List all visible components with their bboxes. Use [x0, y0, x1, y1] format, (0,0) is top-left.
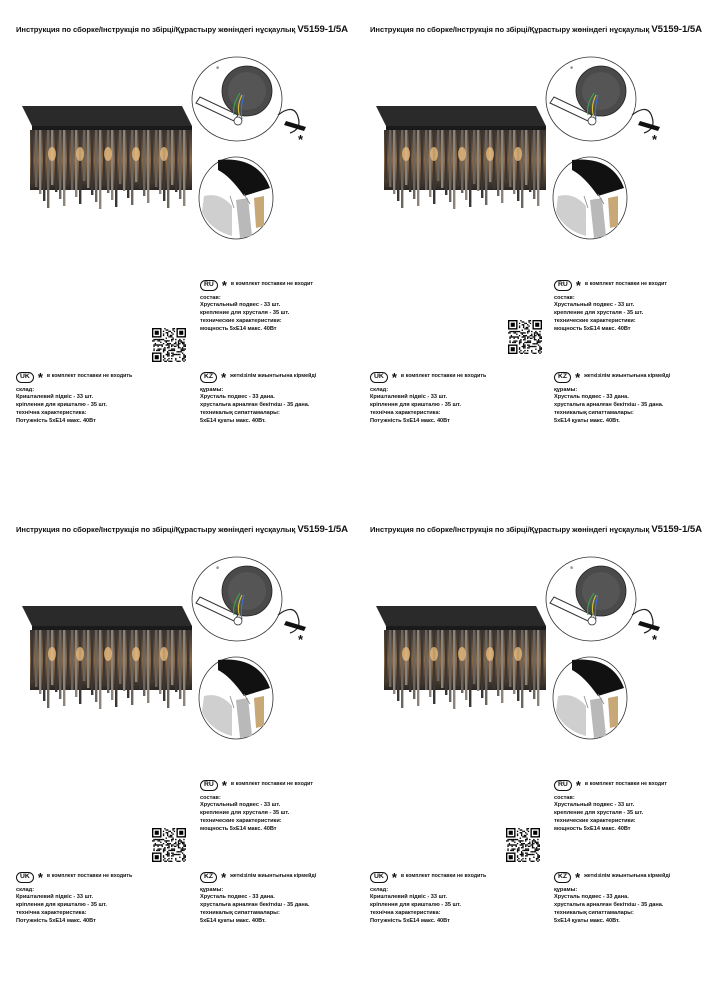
spec-line: состав: — [200, 794, 221, 801]
asterisk-icon: * — [221, 869, 227, 885]
mounting-detail-illustration — [190, 55, 316, 145]
not-included-note: в комплект поставки не входить — [400, 873, 487, 880]
spec-line: Хрусталь подвес - 33 дана. — [200, 894, 275, 901]
spec-line: құрамы: — [200, 386, 224, 393]
lang-badge-ru: RU — [200, 280, 218, 291]
crystal-fixing-illustration — [198, 656, 274, 740]
asterisk-icon: * — [575, 869, 581, 885]
svg-text:⊕: ⊕ — [216, 565, 220, 570]
lamp-illustration — [376, 604, 554, 714]
spec-line: мощность 5xE14 макс. 40Вт — [200, 825, 277, 832]
spec-line: крепление для хрусталя - 35 шт. — [200, 310, 290, 317]
spec-line: технічна характеристика: — [370, 409, 441, 416]
spec-line: технічна характеристика: — [370, 909, 441, 916]
asterisk-icon: * — [575, 277, 581, 293]
lang-badge-uk: UK — [16, 372, 34, 383]
spec-line: склад: — [370, 886, 389, 893]
svg-text:*: * — [298, 132, 304, 145]
asterisk-icon: * — [391, 369, 397, 385]
title-text: Инструкция по сборке/Інструкція по збірці/Құрастыру жөніндегі нұсқаулық — [16, 25, 296, 34]
spec-line: состав: — [554, 794, 575, 801]
spec-line: Хрусталь подвес - 33 дана. — [200, 394, 275, 401]
lamp-illustration — [22, 604, 200, 714]
spec-uk — [16, 869, 133, 925]
svg-text:⊕: ⊕ — [570, 65, 574, 70]
model-code: V5159-1/5A — [651, 524, 703, 535]
page-title — [370, 24, 702, 35]
instruction-panel — [354, 0, 707, 500]
mounting-detail-illustration — [190, 555, 316, 645]
spec-line: кріплення для кришталю - 35 шт. — [370, 402, 461, 409]
crystal-fixing-illustration — [198, 156, 274, 240]
spec-line: Хрустальный подвес - 33 шт. — [554, 302, 635, 309]
spec-line: хрустальға арналған бекіткіш - 35 дана. — [200, 902, 310, 909]
spec-line: Потужність 5xE14 макс. 40Вт — [370, 917, 450, 924]
page-title — [16, 24, 348, 35]
spec-line: 5xE14 қуаты макс. 40Вт. — [554, 917, 620, 924]
spec-line: состав: — [200, 294, 221, 301]
spec-line: Хрусталь подвес - 33 дана. — [554, 394, 629, 401]
spec-line: состав: — [554, 294, 575, 301]
spec-line: Потужність 5xE14 макс. 40Вт — [16, 917, 96, 924]
svg-text:⊕: ⊕ — [570, 565, 574, 570]
asterisk-icon: * — [221, 277, 227, 293]
qr-code — [152, 828, 186, 862]
spec-line: кріплення для кришталю - 35 шт. — [16, 902, 107, 909]
spec-line: құрамы: — [554, 886, 578, 893]
svg-text:*: * — [652, 132, 658, 145]
spec-ru — [554, 277, 667, 333]
not-included-note: жеткізілім жиынтығына кірмейді — [230, 873, 317, 880]
asterisk-icon: * — [575, 369, 581, 385]
qr-code — [508, 320, 542, 354]
page-title — [370, 524, 702, 535]
spec-ru — [200, 277, 313, 333]
not-included-note: жеткізілім жиынтығына кірмейді — [584, 373, 671, 380]
spec-line: 5xE14 қуаты макс. 40Вт. — [554, 417, 620, 424]
spec-line: Хрустальный подвес - 33 шт. — [554, 802, 635, 809]
qr-code — [152, 328, 186, 362]
title-text: Инструкция по сборке/Інструкція по збірці/Құрастыру жөніндегі нұсқаулық — [370, 25, 650, 34]
model-code: V5159-1/5A — [297, 24, 349, 35]
mounting-detail-illustration — [544, 555, 670, 645]
not-included-note: в комплект поставки не входить — [46, 873, 133, 880]
spec-line: 5xE14 қуаты макс. 40Вт. — [200, 917, 266, 924]
spec-line: техникалық сипаттамалары: — [554, 409, 634, 416]
spec-line: технические характеристики: — [200, 317, 282, 324]
not-included-note: жеткізілім жиынтығына кірмейді — [584, 873, 671, 880]
asterisk-icon: * — [575, 777, 581, 793]
spec-line: технические характеристики: — [554, 317, 636, 324]
qr-code — [506, 828, 540, 862]
spec-line: склад: — [370, 386, 389, 393]
svg-text:*: * — [298, 632, 304, 645]
lang-badge-uk: UK — [370, 372, 388, 383]
spec-line: кріплення для кришталю - 35 шт. — [16, 402, 107, 409]
lang-badge-kz: KZ — [200, 872, 217, 883]
spec-line: склад: — [16, 886, 35, 893]
lang-badge-ru: RU — [554, 780, 572, 791]
not-included-note: в комплект поставки не входит — [584, 281, 667, 288]
crystal-fixing-illustration — [552, 656, 628, 740]
lang-badge-ru: RU — [554, 280, 572, 291]
spec-line: технічна характеристика: — [16, 409, 87, 416]
lang-badge-kz: KZ — [554, 372, 571, 383]
spec-line: хрустальға арналған бекіткіш - 35 дана. — [200, 402, 310, 409]
spec-line: 5xE14 қуаты макс. 40Вт. — [200, 417, 266, 424]
spec-line: хрустальға арналған бекіткіш - 35 дана. — [554, 902, 664, 909]
spec-line: Потужність 5xE14 макс. 40Вт — [16, 417, 96, 424]
spec-line: склад: — [16, 386, 35, 393]
lang-badge-kz: KZ — [200, 372, 217, 383]
spec-line: крепление для хрусталя - 35 шт. — [554, 810, 644, 817]
lang-badge-kz: KZ — [554, 872, 571, 883]
spec-line: технические характеристики: — [200, 817, 282, 824]
spec-line: Кришталевий підвіс - 33 шт. — [370, 394, 448, 401]
spec-line: құрамы: — [200, 886, 224, 893]
spec-line: Хрустальный подвес - 33 шт. — [200, 802, 281, 809]
lamp-illustration — [376, 104, 554, 214]
not-included-note: в комплект поставки не входить — [400, 373, 487, 380]
spec-line: мощность 5xE14 макс. 40Вт — [554, 325, 631, 332]
spec-kz — [554, 869, 671, 925]
spec-line: кріплення для кришталю - 35 шт. — [370, 902, 461, 909]
spec-line: Хрустальный подвес - 33 шт. — [200, 302, 281, 309]
instruction-panel — [354, 500, 707, 1000]
spec-line: технічна характеристика: — [16, 909, 87, 916]
spec-line: крепление для хрусталя - 35 шт. — [554, 310, 644, 317]
spec-line: технические характеристики: — [554, 817, 636, 824]
title-text: Инструкция по сборке/Інструкція по збірці/Құрастыру жөніндегі нұсқаулық — [16, 525, 296, 534]
svg-text:⊕: ⊕ — [216, 65, 220, 70]
not-included-note: в комплект поставки не входит — [230, 281, 313, 288]
model-code: V5159-1/5A — [651, 24, 703, 35]
spec-uk — [370, 369, 487, 425]
lang-badge-uk: UK — [370, 872, 388, 883]
spec-ru — [554, 777, 667, 833]
not-included-note: жеткізілім жиынтығына кірмейді — [230, 373, 317, 380]
mounting-detail-illustration — [544, 55, 670, 145]
asterisk-icon: * — [37, 369, 43, 385]
asterisk-icon: * — [221, 369, 227, 385]
spec-line: Потужність 5xE14 макс. 40Вт — [370, 417, 450, 424]
spec-line: техникалық сипаттамалары: — [200, 909, 280, 916]
spec-line: хрустальға арналған бекіткіш - 35 дана. — [554, 402, 664, 409]
spec-line: Кришталевий підвіс - 33 шт. — [16, 394, 94, 401]
not-included-note: в комплект поставки не входить — [46, 373, 133, 380]
spec-kz — [554, 369, 671, 425]
spec-uk — [370, 869, 487, 925]
instruction-panel — [0, 0, 353, 500]
not-included-note: в комплект поставки не входит — [230, 781, 313, 788]
lang-badge-uk: UK — [16, 872, 34, 883]
crystal-fixing-illustration — [552, 156, 628, 240]
spec-uk — [16, 369, 133, 425]
lamp-illustration — [22, 104, 200, 214]
page-title — [16, 524, 348, 535]
spec-kz — [200, 369, 317, 425]
not-included-note: в комплект поставки не входит — [584, 781, 667, 788]
spec-kz — [200, 869, 317, 925]
spec-line: Кришталевий підвіс - 33 шт. — [370, 894, 448, 901]
model-code: V5159-1/5A — [297, 524, 349, 535]
spec-line: Хрусталь подвес - 33 дана. — [554, 894, 629, 901]
spec-line: Кришталевий підвіс - 33 шт. — [16, 894, 94, 901]
spec-line: мощность 5xE14 макс. 40Вт — [554, 825, 631, 832]
title-text: Инструкция по сборке/Інструкція по збірці/Құрастыру жөніндегі нұсқаулық — [370, 525, 650, 534]
spec-line: құрамы: — [554, 386, 578, 393]
asterisk-icon: * — [391, 869, 397, 885]
asterisk-icon: * — [221, 777, 227, 793]
lang-badge-ru: RU — [200, 780, 218, 791]
instruction-panel — [0, 500, 353, 1000]
spec-line: крепление для хрусталя - 35 шт. — [200, 810, 290, 817]
spec-line: техникалық сипаттамалары: — [200, 409, 280, 416]
svg-text:*: * — [652, 632, 658, 645]
spec-line: мощность 5xE14 макс. 40Вт — [200, 325, 277, 332]
spec-line: техникалық сипаттамалары: — [554, 909, 634, 916]
spec-ru — [200, 777, 313, 833]
asterisk-icon: * — [37, 869, 43, 885]
